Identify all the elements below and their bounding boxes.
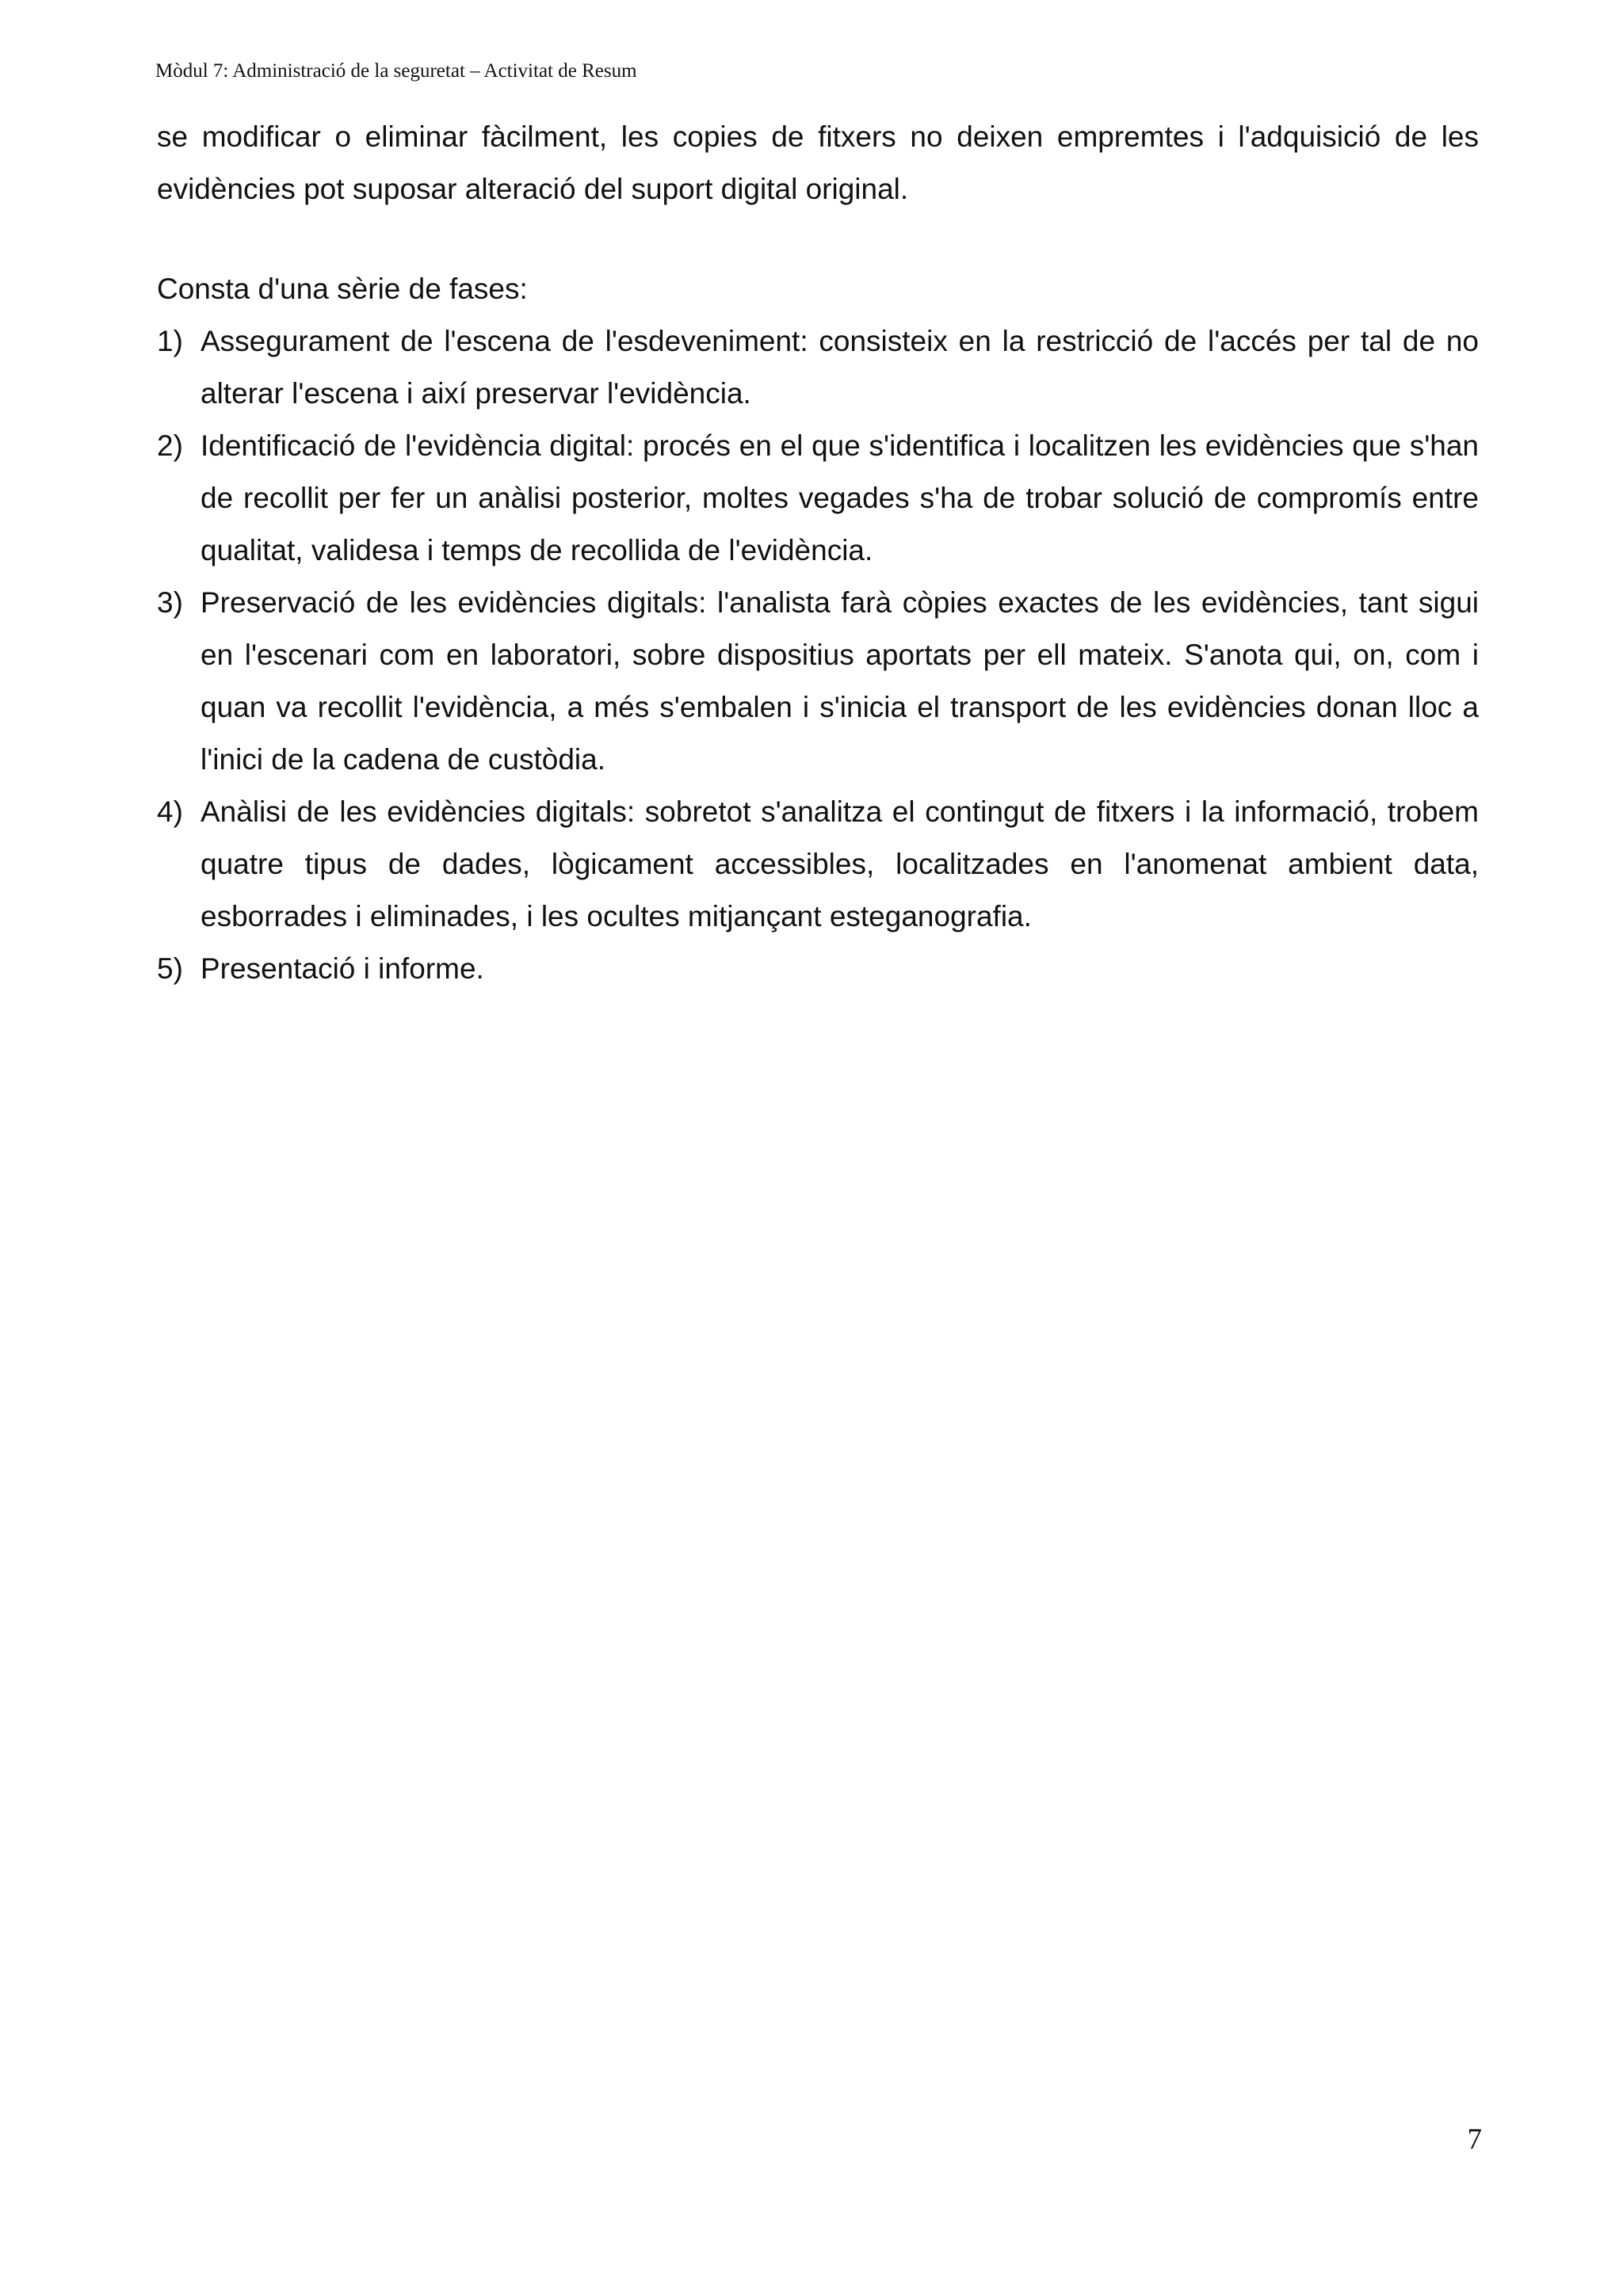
phase-item-5 bbox=[157, 943, 1479, 995]
continued-paragraph: se modificar o eliminar fàcilment, les copies de fitxers no deixen empremtes i l'adquisició de les evidències pot suposar alteració del suport digital original. bbox=[157, 120, 1479, 205]
phase-number: 3) bbox=[157, 586, 183, 619]
phase-item-4 bbox=[157, 786, 1479, 943]
phase-list bbox=[157, 315, 1479, 995]
phase-text: Anàlisi de les evidències digitals: sobretot s'analitza el contingut de fitxers i la informació, trobem quatre tipus de dades, lògicament accessibles, localitzades en l'anomenat ambient data, esborrades i eliminades, i les ocultes mitjançant esteganografia. bbox=[200, 795, 1479, 933]
paragraph-spacer bbox=[157, 215, 1479, 263]
phase-text: Assegurament de l'escena de l'esdeveniment: consisteix en la restricció de l'accés per tal de no alterar l'escena i així preservar l'evidència. bbox=[200, 325, 1479, 410]
phase-text: Preservació de les evidències digitals: l'analista farà còpies exactes de les evidències, tant sigui en l'escenari com en laboratori, sobre dispositius aportats per ell mateix. S'anota qui, on, com i quan va recollit l'evidència, a més s'embalen i s'inicia el transport de les evidències donan lloc a l'inici de la cadena de custòdia. bbox=[200, 586, 1479, 776]
phase-item-2 bbox=[157, 420, 1479, 577]
phase-item-3 bbox=[157, 577, 1479, 786]
phase-number: 1) bbox=[157, 325, 183, 357]
page-number: 7 bbox=[1467, 2123, 1482, 2156]
phase-text: Presentació i informe. bbox=[200, 952, 484, 985]
phase-number: 5) bbox=[157, 952, 183, 985]
phase-number: 4) bbox=[157, 795, 183, 828]
running-header: Mòdul 7: Administració de la seguretat – Activitat de Resum bbox=[155, 60, 637, 82]
document-body bbox=[157, 111, 1479, 995]
phases-intro: Consta d'una sèrie de fases: bbox=[157, 273, 528, 305]
phase-text: Identificació de l'evidència digital: procés en el que s'identifica i localitzen les evidències que s'han de recollit per fer un anàlisi posterior, moltes vegades s'ha de trobar solució de compromís entre qualitat, validesa i temps de recollida de l'evidència. bbox=[200, 429, 1479, 566]
phase-item-1 bbox=[157, 315, 1479, 420]
phase-number: 2) bbox=[157, 429, 183, 462]
